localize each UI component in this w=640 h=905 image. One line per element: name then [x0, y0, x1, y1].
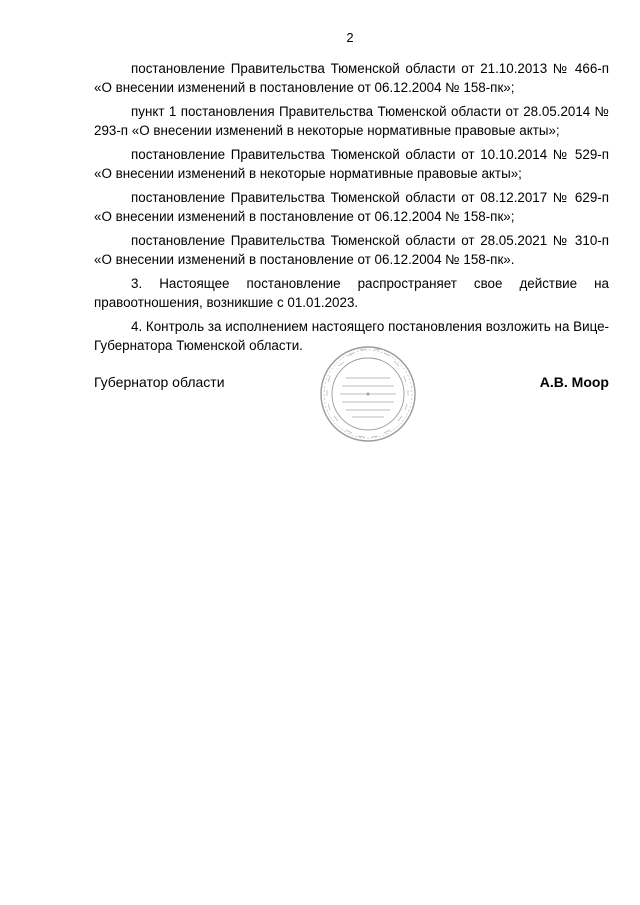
paragraph-control: 4. Контроль за исполнением настоящего постановления возложить на Вице-Губернатора Тюменской области. [94, 319, 609, 353]
official-seal-icon [318, 344, 418, 444]
paragraph-repealed-529: постановление Правительства Тюменской области от 10.10.2014 № 529-п «О внесении изменений в некоторые нормативные правовые акты»; [94, 147, 609, 181]
page-number: 2 [346, 30, 354, 45]
paragraph-repealed-629: постановление Правительства Тюменской области от 08.12.2017 № 629-п «О внесении изменений в постановление от 06.12.2004 № 158-пк»; [94, 190, 609, 224]
paragraph-repealed-466: постановление Правительства Тюменской области от 21.10.2013 № 466-п «О внесении изменений в постановление от 06.12.2004 № 158-пк»; [94, 61, 609, 95]
paragraph-repealed-310: постановление Правительства Тюменской области от 28.05.2021 № 310-п «О внесении изменений в постановление от 06.12.2004 № 158-пк». [94, 233, 609, 267]
paragraph-effective-date: 3. Настоящее постановление распространяет свое действие на правоотношения, возникшие с 01.01.2023. [94, 276, 609, 310]
document-body [94, 60, 609, 361]
paragraph-repealed-293: пункт 1 постановления Правительства Тюменской области от 28.05.2014 № 293-п «О внесении изменений в некоторые нормативные правовые акты»; [94, 104, 609, 138]
signatory-title: Губернатор области [94, 374, 225, 390]
signatory-name: А.В. Моор [539, 374, 609, 390]
